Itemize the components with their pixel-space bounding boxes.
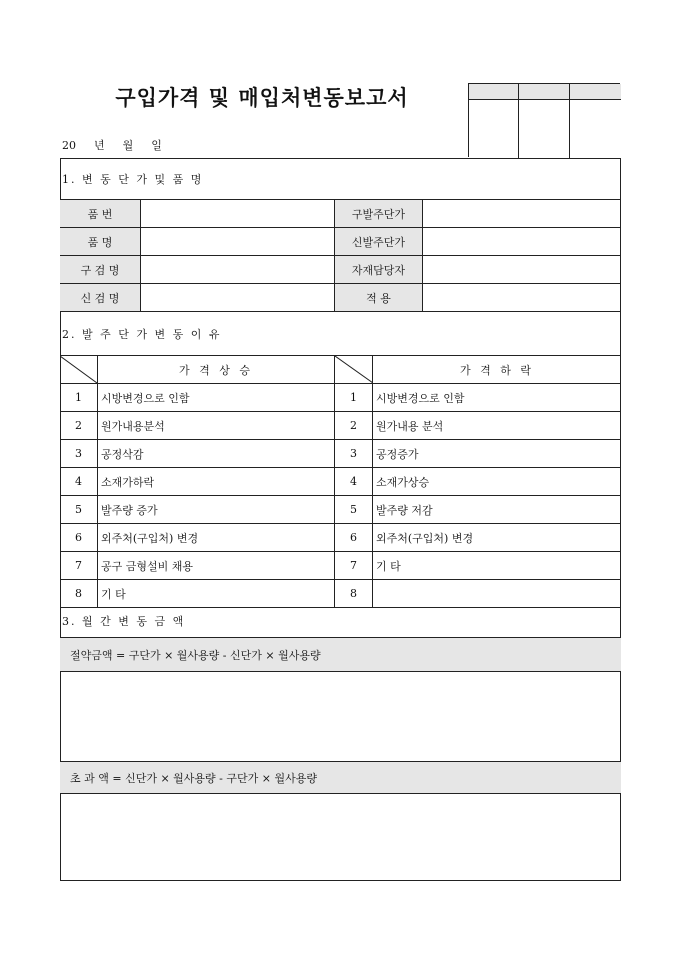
reason-row xyxy=(60,496,621,524)
reason-row xyxy=(60,384,621,412)
item-row-3 xyxy=(60,256,621,284)
decrease-no: 2 xyxy=(334,412,372,439)
month-unit: 월 xyxy=(122,139,134,152)
increase-reason[interactable]: 원가내용분석 xyxy=(97,412,334,439)
report-date xyxy=(62,137,180,153)
section2-heading: 2. 발 주 단 가 변 동 이 유 xyxy=(60,312,621,356)
increase-no: 3 xyxy=(75,447,82,460)
excess-formula-row xyxy=(60,762,621,794)
increase-reason[interactable]: 시방변경으로 인함 xyxy=(97,384,334,411)
day-unit: 일 xyxy=(151,139,162,152)
increase-no: 5 xyxy=(75,503,82,516)
decrease-reason[interactable]: 발주량 저감 xyxy=(372,496,621,523)
apply-field[interactable] xyxy=(422,284,621,311)
decrease-header: 가 격 하 락 xyxy=(372,356,621,383)
approval-sign-1[interactable] xyxy=(469,100,519,158)
increase-no: 6 xyxy=(75,531,82,544)
new-price-field[interactable] xyxy=(422,228,621,255)
decrease-no: 7 xyxy=(334,552,372,579)
item-number-field[interactable] xyxy=(140,200,334,227)
old-price-label: 구발주단가 xyxy=(334,200,422,227)
year-value: 20 xyxy=(62,139,76,152)
document-title: 구입가격 및 매입처변동보고서 xyxy=(115,85,409,110)
material-manager-label: 자재담당자 xyxy=(334,256,422,283)
decrease-no: 6 xyxy=(334,524,372,551)
decrease-no: 3 xyxy=(334,440,372,467)
old-inspection-label: 구 검 명 xyxy=(60,256,140,283)
increase-reason[interactable]: 공구 금형설비 채용 xyxy=(97,552,334,579)
diagonal-line-icon xyxy=(335,356,373,383)
decrease-reason[interactable] xyxy=(372,580,621,607)
increase-reason[interactable]: 외주처(구입처) 변경 xyxy=(97,524,334,551)
new-price-label: 신발주단가 xyxy=(334,228,422,255)
section1-heading: 1. 변 동 단 가 및 품 명 xyxy=(60,158,621,200)
increase-no: 7 xyxy=(75,559,82,572)
decrease-reason[interactable]: 외주처(구입처) 변경 xyxy=(372,524,621,551)
decrease-no: 5 xyxy=(334,496,372,523)
section3-heading: 3. 월 간 변 동 금 액 xyxy=(60,604,621,638)
approval-header-3 xyxy=(570,84,621,100)
reason-row xyxy=(60,524,621,552)
increase-header: 가 격 상 승 xyxy=(97,356,334,383)
increase-reason[interactable]: 공정삭감 xyxy=(97,440,334,467)
reason-row xyxy=(60,440,621,468)
increase-no: 1 xyxy=(75,391,82,404)
decrease-reason[interactable]: 시방변경으로 인함 xyxy=(372,384,621,411)
approval-sign-2[interactable] xyxy=(519,100,570,158)
saving-formula-row xyxy=(60,638,621,672)
diagonal-header-cell xyxy=(60,356,97,383)
decrease-reason[interactable]: 공정증가 xyxy=(372,440,621,467)
diagonal-line-icon xyxy=(60,356,97,383)
excess-formula: 초 과 액 = 신단가 × 월사용량 - 구단가 × 월사용량 xyxy=(70,771,317,785)
approval-header-2 xyxy=(519,84,570,100)
apply-label: 적 용 xyxy=(334,284,422,311)
saving-amount-area[interactable] xyxy=(60,672,621,762)
item-row-1 xyxy=(60,200,621,228)
reason-row xyxy=(60,552,621,580)
decrease-no: 1 xyxy=(334,384,372,411)
item-row-2 xyxy=(60,228,621,256)
decrease-no: 4 xyxy=(334,468,372,495)
decrease-reason[interactable]: 원가내용 분석 xyxy=(372,412,621,439)
increase-reason[interactable]: 기 타 xyxy=(97,580,334,607)
new-inspection-field[interactable] xyxy=(140,284,334,311)
decrease-reason[interactable]: 소재가상승 xyxy=(372,468,621,495)
saving-formula: 절약금액 = 구단가 × 월사용량 - 신단가 × 월사용량 xyxy=(70,648,321,662)
item-name-field[interactable] xyxy=(140,228,334,255)
increase-no: 2 xyxy=(75,419,82,432)
reason-row xyxy=(60,468,621,496)
new-inspection-label: 신 검 명 xyxy=(60,284,140,311)
increase-no: 4 xyxy=(75,475,82,488)
approval-box xyxy=(468,83,620,157)
decrease-no: 8 xyxy=(334,580,372,607)
diagonal-header-cell-right xyxy=(334,356,372,383)
year-unit: 년 xyxy=(94,139,105,152)
item-name-label: 품 명 xyxy=(60,228,140,255)
material-manager-field[interactable] xyxy=(422,256,621,283)
increase-reason[interactable]: 소재가하락 xyxy=(97,468,334,495)
old-price-field[interactable] xyxy=(422,200,621,227)
reason-row xyxy=(60,412,621,440)
old-inspection-field[interactable] xyxy=(140,256,334,283)
increase-reason[interactable]: 발주량 증가 xyxy=(97,496,334,523)
reason-header-row xyxy=(60,356,621,384)
decrease-reason[interactable]: 기 타 xyxy=(372,552,621,579)
approval-header-1 xyxy=(469,84,519,100)
item-row-4 xyxy=(60,284,621,312)
item-number-label: 품 번 xyxy=(60,200,140,227)
approval-sign-3[interactable] xyxy=(570,100,621,158)
increase-no: 8 xyxy=(75,587,82,600)
excess-amount-area[interactable] xyxy=(60,794,621,881)
